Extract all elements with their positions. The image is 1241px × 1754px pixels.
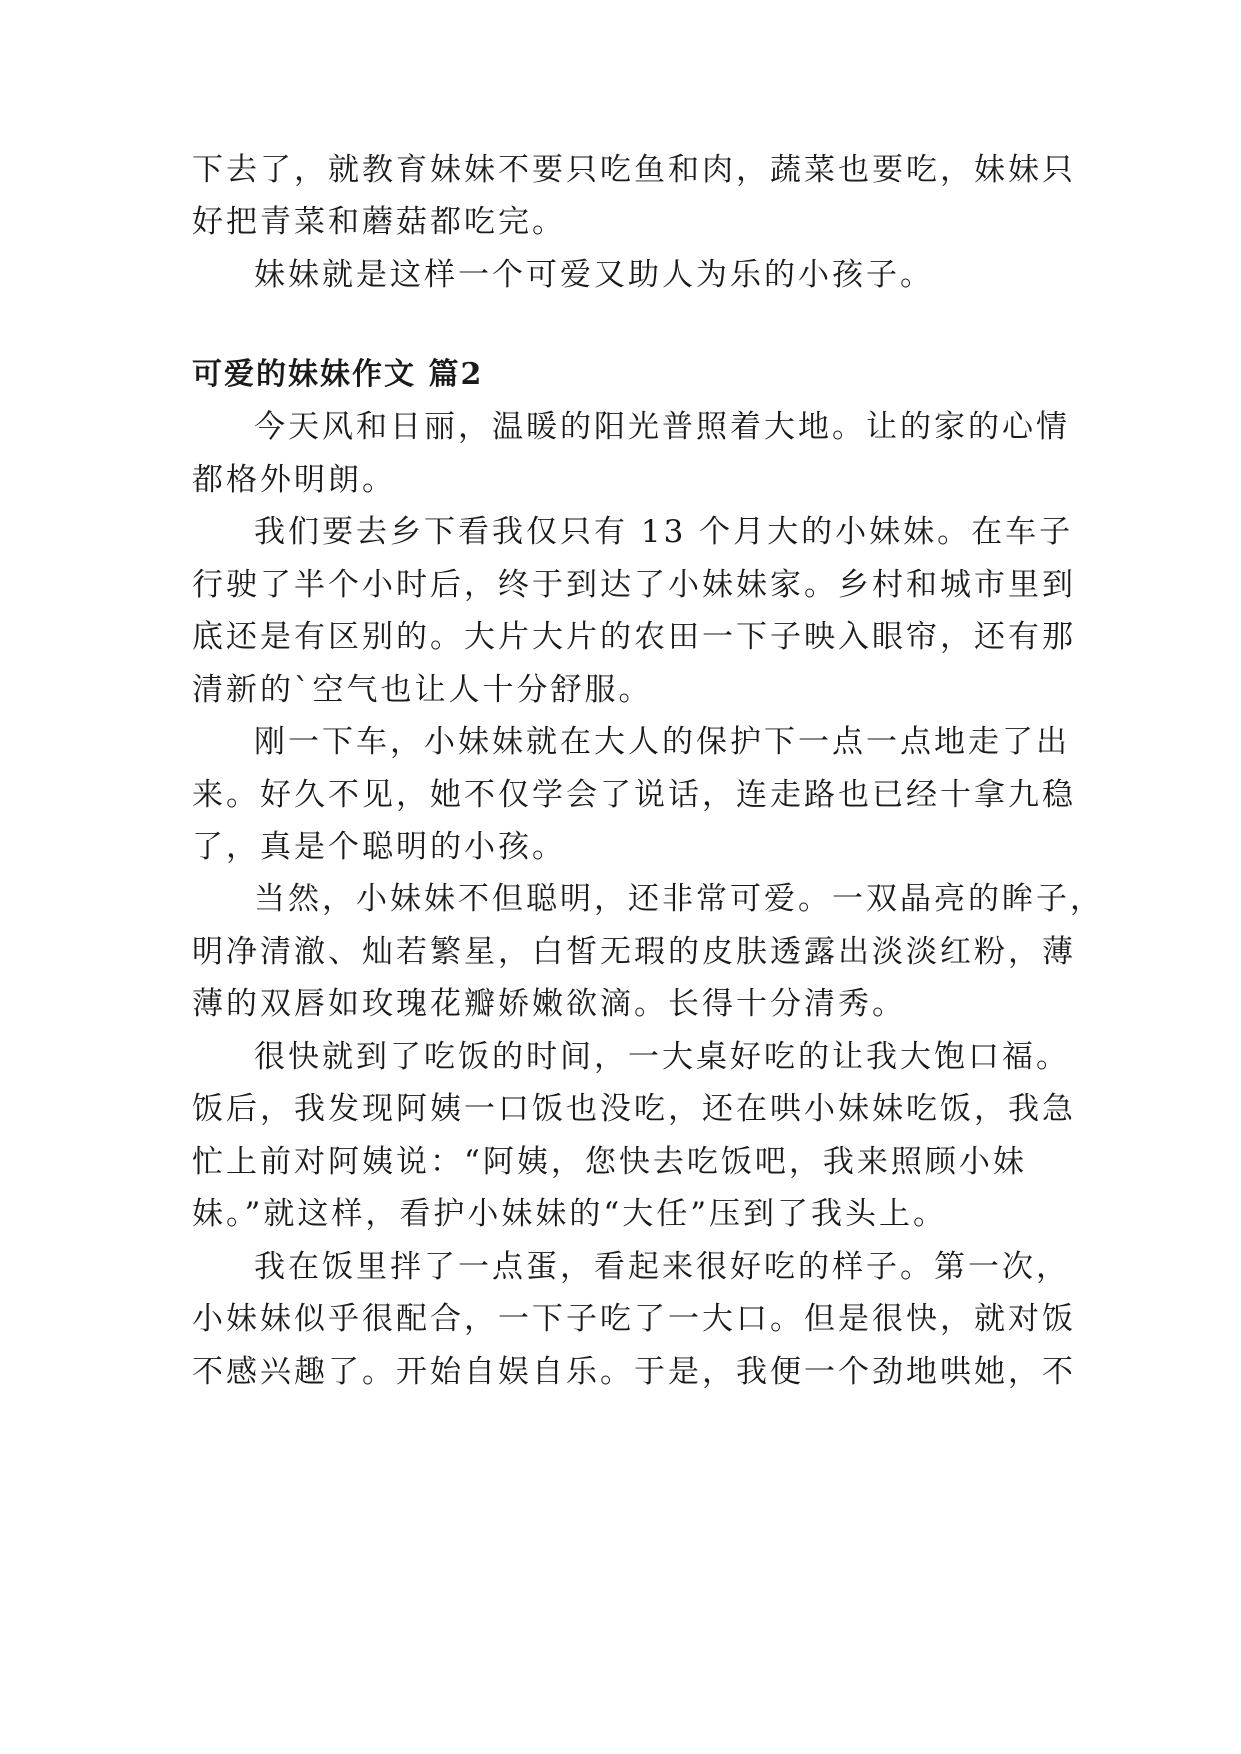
text-line: 忙上前对阿姨说：“阿姨，您快去吃饭吧，我来照顾小妹: [192, 1144, 1027, 1180]
text-line: 小妹妹似乎很配合，一下子吃了一大口。但是很快，就对饭: [192, 1301, 1076, 1337]
text-line: 都格外明朗。: [192, 462, 396, 498]
text-line: 刚一下车，小妹妹就在大人的保护下一点一点地走了出: [254, 724, 1070, 760]
text-line: 下去了，就教育妹妹不要只吃鱼和肉，蔬菜也要吃，妹妹只: [192, 152, 1076, 188]
text-line: 我在饭里拌了一点蛋，看起来很好吃的样子。第一次，: [254, 1249, 1070, 1285]
text-line: 来。好久不见，她不仅学会了说话，连走路也已经十拿九稳: [192, 777, 1076, 813]
text-line: 当然，小妹妹不但聪明，还非常可爱。一双晶亮的眸子，: [254, 881, 1104, 917]
text-line: 清新的`空气也让人十分舒服。: [192, 672, 653, 708]
text-line: 饭后，我发现阿姨一口饭也没吃，还在哄小妹妹吃饭，我急: [192, 1091, 1076, 1127]
text-line: 明净清澈、灿若繁星，白皙无瑕的皮肤透露出淡淡红粉，薄: [192, 934, 1076, 970]
text-line: 底还是有区别的。大片大片的农田一下子映入眼帘，还有那: [192, 619, 1076, 655]
text-line: 很快就到了吃饭的时间，一大桌好吃的让我大饱口福。: [254, 1039, 1070, 1075]
text-line: 我们要去乡下看我仅只有 13 个月大的小妹妹。在车子: [254, 514, 1074, 550]
text-line: 好把青菜和蘑菇都吃完。: [192, 204, 566, 240]
text-line: 行驶了半个小时后，终于到达了小妹妹家。乡村和城市里到: [192, 567, 1076, 603]
text-line: 妹。”就这样，看护小妹妹的“大任”压到了我头上。: [192, 1196, 948, 1232]
text-line: 妹妹就是这样一个可爱又助人为乐的小孩子。: [254, 257, 934, 293]
section-heading: 可爱的妹妹作文 篇2: [192, 357, 484, 392]
text-line: 今天风和日丽，温暖的阳光普照着大地。让的家的心情: [254, 409, 1070, 445]
text-line: 了，真是个聪明的小孩。: [192, 829, 566, 865]
text-line: 不感兴趣了。开始自娱自乐。于是，我便一个劲地哄她，不: [192, 1354, 1076, 1390]
text-line: 薄的双唇如玫瑰花瓣娇嫩欲滴。长得十分清秀。: [192, 986, 906, 1022]
